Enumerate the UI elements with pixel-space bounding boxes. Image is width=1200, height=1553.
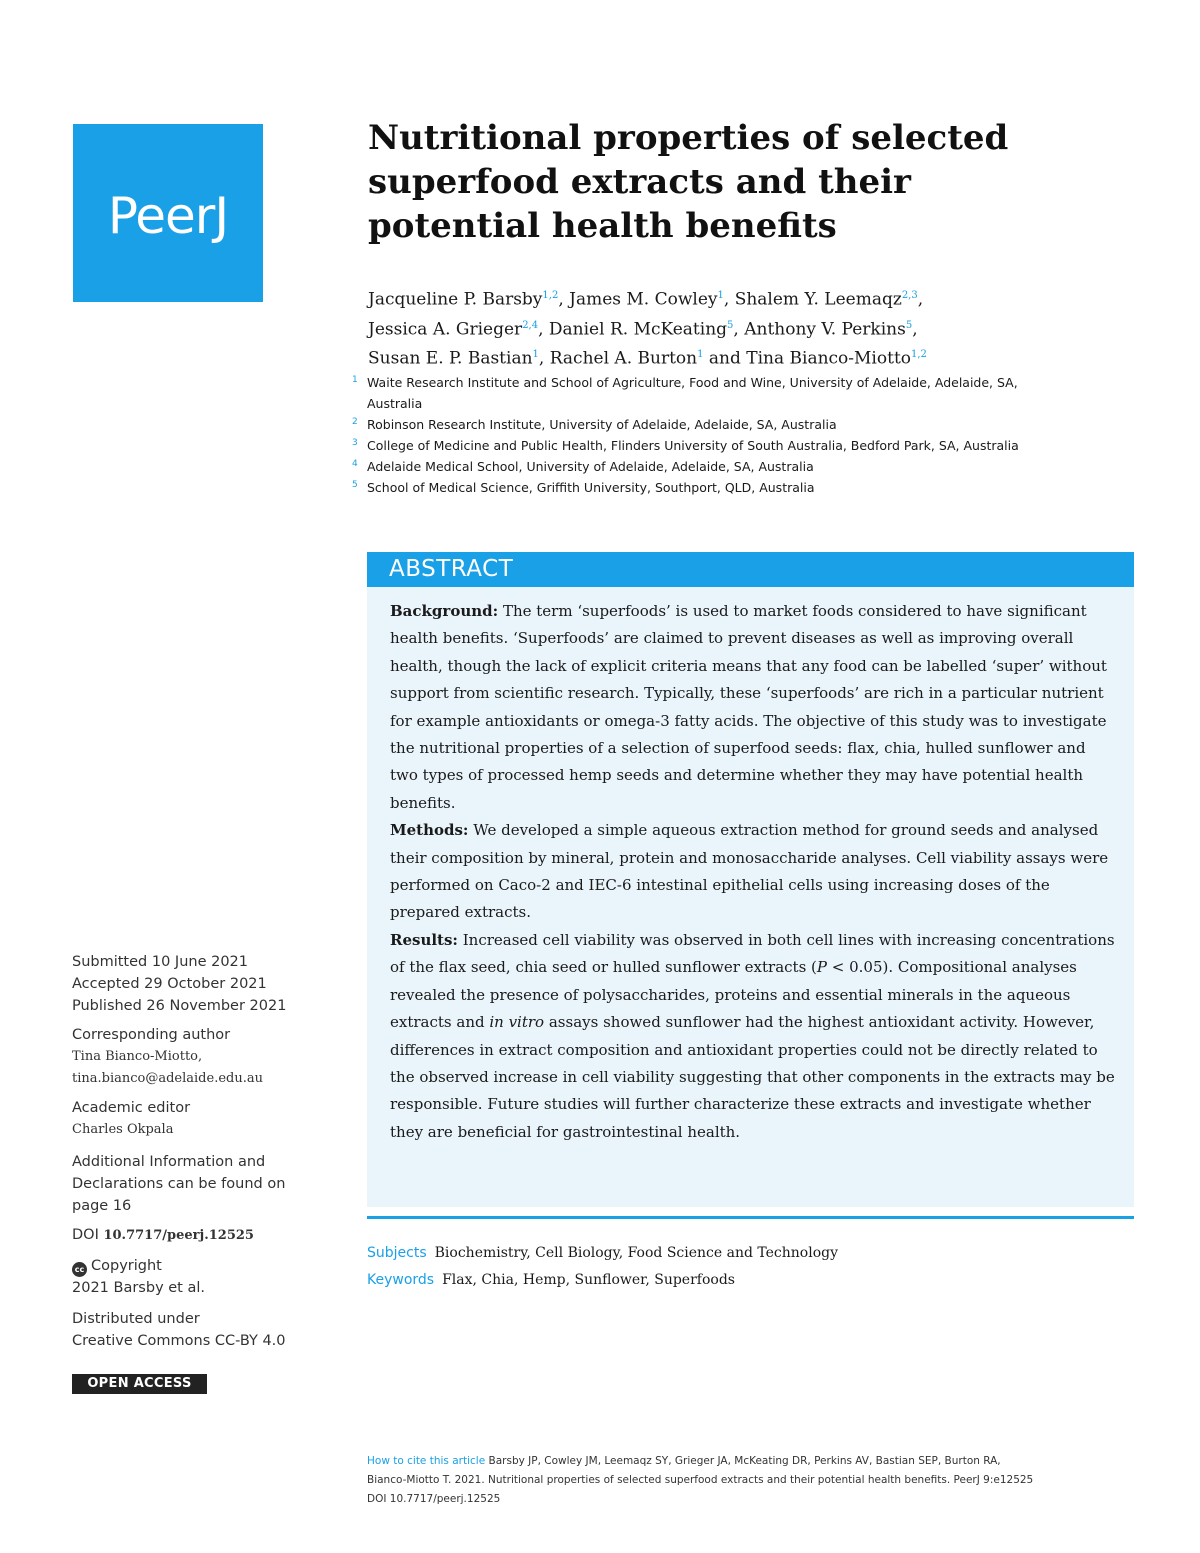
results-p-symbol: P [816, 958, 828, 977]
abstract-results [390, 927, 1118, 1146]
corresponding-label: Corresponding author [72, 1027, 231, 1043]
additional-info-line: Additional Information and [72, 1154, 266, 1170]
affiliation-text: Waite Research Institute and School of Agriculture, Food and Wine, University of Adelaide, Adelaide, SA, Australia [367, 375, 1018, 411]
peerj-logo [73, 124, 263, 302]
author-affil-sup: 1 [532, 349, 539, 361]
sidebar-doi [72, 1224, 332, 1247]
methods-text: We developed a simple aqueous extraction method for ground seeds and analysed their composition by mineral, protein and monosaccharide analyses. Cell viability assays were performed on Caco-2 and IEC-6 intestinal epithelial cells using increasing doses of the prepared extracts. [390, 821, 1109, 922]
author-line [368, 283, 1108, 313]
results-text: assays showed sunflower had the highest antioxidant activity. However, differences in extract composition and antioxidant properties could not be directly related to the observed increase in cell viability suggesting that other components in the extracts may be responsible. Future studies will further characterize these extracts and investigate whether they are beneficial for gastrointestinal health. [390, 1013, 1115, 1141]
editor-label: Academic editor [72, 1100, 191, 1116]
affiliation-number: 4 [352, 459, 358, 469]
keywords-label: Keywords [367, 1272, 435, 1288]
author-sep: and [703, 348, 747, 369]
additional-info-line[interactable]: page 16 [72, 1198, 132, 1214]
copyright-value: 2021 Barsby et al. [72, 1280, 205, 1296]
author-line [368, 342, 1108, 372]
sidebar-corresponding [72, 1024, 332, 1090]
results-label: Results: [390, 930, 458, 949]
additional-info-line: Declarations can be found on [72, 1176, 286, 1192]
sidebar-dates [72, 951, 332, 1017]
corresponding-email[interactable]: tina.bianco@adelaide.edu.au [72, 1071, 263, 1086]
author-sep: , [917, 289, 924, 310]
sidebar-license [72, 1308, 332, 1352]
affiliation-text: Robinson Research Institute, University of Adelaide, Adelaide, SA, Australia [367, 417, 837, 432]
author-affil-sup: 5 [727, 319, 734, 331]
affiliation-item [352, 414, 1072, 435]
creative-commons-icon: cc [72, 1262, 87, 1277]
submitted-date: Submitted 10 June 2021 [72, 954, 249, 970]
sidebar-copyright [72, 1255, 332, 1299]
sidebar-editor [72, 1097, 332, 1141]
author-sep: , [912, 319, 918, 340]
author-name: Tina Bianco-Miotto [746, 348, 912, 369]
doi-value[interactable]: 10.7717/peerj.12525 [103, 1228, 254, 1243]
sidebar-additional-info [72, 1151, 332, 1217]
author-line [368, 313, 1108, 343]
subjects-label: Subjects [367, 1245, 427, 1261]
article-title: Nutritional properties of selected superfood extracts and their potential health benefits [368, 118, 1009, 246]
copyright-label: Copyright [91, 1258, 162, 1274]
background-label: Background: [390, 602, 499, 620]
author-name: Anthony V. Perkins [744, 319, 906, 340]
keywords-value: Flax, Chia, Hemp, Sunflower, Superfoods [442, 1272, 735, 1288]
methods-label: Methods: [390, 821, 469, 840]
author-name: Susan E. P. Bastian [368, 348, 533, 369]
author-affil-sup: 1 [697, 349, 704, 361]
abstract-body [390, 598, 1118, 1146]
published-date: Published 26 November 2021 [72, 998, 287, 1014]
cite-line: Bianco-Miotto T. 2021. Nutritional properties of selected superfood extracts and their potential health benefits. PeerJ 9:e12525 [367, 1474, 1034, 1486]
affiliation-item [352, 477, 1072, 498]
background-text: The term ‘superfoods’ is used to market foods considered to have significant health benefits. ‘Superfoods’ are claimed to prevent diseases as well as improving overall health, though the lack of explicit criteria means that any food can be labelled ‘super’ without support from scientific research. Typically, these ‘superfoods’ are rich in a particular nutrient for example antioxidants or omega-3 fatty acids. The objective of this study was to investigate the nutritional properties of a selection of superfood seeds: flax, chia, hulled sunflower and two types of processed hemp seeds and determine whether they may have potential health benefits. [390, 602, 1107, 812]
abstract-heading: ABSTRACT [389, 556, 514, 582]
author-list [368, 283, 1108, 372]
affiliation-item [352, 435, 1072, 456]
cite-doi[interactable]: DOI 10.7717/peerj.12525 [367, 1493, 501, 1505]
how-to-cite [367, 1452, 1127, 1509]
open-access-badge: OPEN ACCESS [72, 1374, 207, 1394]
author-affil-sup: 5 [905, 319, 913, 331]
author-affil-sup: 1,2 [911, 349, 927, 361]
affiliation-number: 2 [352, 417, 358, 427]
affiliation-text: School of Medical Science, Griffith University, Southport, QLD, Australia [367, 480, 815, 495]
editor-name: Charles Okpala [72, 1122, 174, 1137]
cite-label: How to cite this article [367, 1455, 486, 1467]
license-line[interactable]: Creative Commons CC-BY 4.0 [72, 1333, 286, 1349]
affiliation-text: College of Medicine and Public Health, Flinders University of South Australia, Bedford Park, SA, Australia [367, 438, 1019, 453]
author-affil-sup: 1,2 [542, 290, 559, 301]
cite-line: Barsby JP, Cowley JM, Leemaqz SY, Grieger JA, McKeating DR, Perkins AV, Bastian SEP, Burton RA, [488, 1455, 1001, 1467]
affiliation-list [352, 372, 1072, 498]
affiliation-item [352, 456, 1072, 477]
author-affil-sup: 1 [717, 290, 724, 301]
author-name: Rachel A. Burton [549, 348, 698, 369]
author-sep: , [538, 319, 549, 340]
results-in-vitro: in vitro [489, 1013, 545, 1032]
author-sep: , [723, 289, 735, 310]
results-text: < 0.05). Compositional analyses revealed the presence of polysaccharides, proteins and essential minerals in the aqueous extracts and [390, 958, 1077, 1032]
author-name: Jacqueline P. Barsby [368, 289, 543, 310]
affiliation-number: 3 [352, 438, 358, 448]
affiliation-number: 1 [352, 375, 358, 385]
results-text: Increased cell viability was observed in both cell lines with increasing concentrations of the flax seed, chia seed or hulled sunflower extracts ( [390, 930, 1115, 977]
abstract-bottom-rule [367, 1216, 1134, 1219]
subjects-value: Biochemistry, Cell Biology, Food Science and Technology [434, 1245, 838, 1261]
author-name: Daniel R. McKeating [548, 319, 728, 340]
author-affil-sup: 2,4 [522, 319, 539, 331]
accepted-date: Accepted 29 October 2021 [72, 976, 267, 992]
abstract-background [390, 598, 1118, 817]
license-line: Distributed under [72, 1311, 200, 1327]
author-name: James M. Cowley [569, 289, 718, 310]
author-name: Jessica A. Grieger [368, 319, 523, 340]
keywords-row [367, 1267, 1134, 1294]
author-sep: , [538, 348, 550, 369]
affiliation-number: 5 [352, 480, 358, 490]
doi-label: DOI [72, 1227, 99, 1243]
subjects-row [367, 1240, 1134, 1267]
affiliation-text: Adelaide Medical School, University of Adelaide, Adelaide, SA, Australia [367, 459, 814, 474]
author-name: Shalem Y. Leemaqz [734, 289, 902, 310]
author-affil-sup: 2,3 [901, 290, 918, 301]
author-sep: , [733, 319, 745, 340]
affiliation-item [352, 372, 1072, 414]
author-sep: , [558, 289, 570, 310]
peerj-logo-text: PeerJ [107, 187, 229, 245]
subjects-keywords [367, 1240, 1134, 1294]
corresponding-name: Tina Bianco-Miotto, [72, 1049, 203, 1064]
abstract-methods [390, 817, 1118, 927]
